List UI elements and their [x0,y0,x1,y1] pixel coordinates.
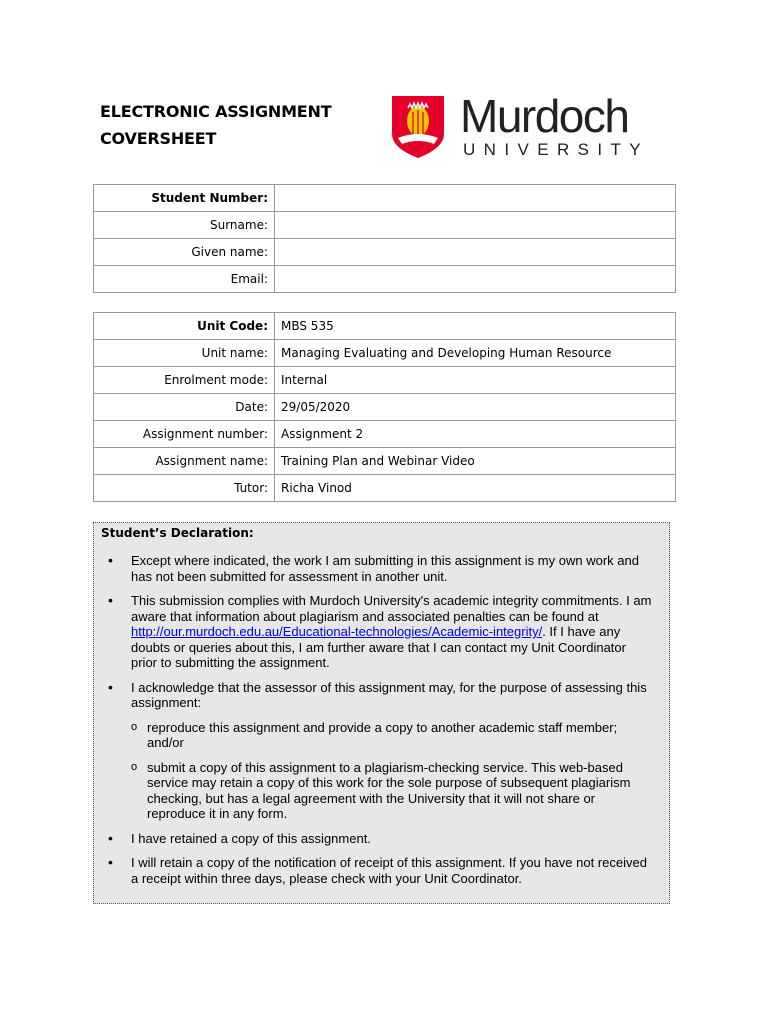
unit-name-label: Unit name: [94,340,275,367]
declaration-sublist [131,720,654,822]
assignment-number-field[interactable]: Assignment 2 [275,421,676,448]
unit-details-table [93,312,676,502]
declaration-text: . If I have any doubts or queries about this, I am further aware that I can contact my Unit Coordinator prior to submitting the assignment. [131,624,626,670]
unit-code-label: Unit Code: [94,313,275,340]
student-details-table [93,184,676,293]
assignment-number-label: Assignment number: [94,421,275,448]
declaration-item: • I have retained a copy of this assignment. [94,831,654,847]
declaration-item [94,593,654,671]
student-number-label: Student Number: [94,185,275,212]
enrolment-mode-label: Enrolment mode: [94,367,275,394]
table-row [94,212,676,239]
table-row [94,266,676,293]
surname-label: Surname: [94,212,275,239]
table-row [94,313,676,340]
logo-wordmark: Murdoch [460,90,629,142]
declaration-text: I acknowledge that the assessor of this assignment may, for the purpose of assessing this assignment: [131,679,647,710]
declaration-item [94,680,654,822]
declaration-title: Student’s Declaration: [101,526,254,540]
declaration-subitem: o reproduce this assignment and provide a copy to another academic staff member; and/or [131,720,654,751]
declaration-list [94,553,654,895]
table-row [94,239,676,266]
tutor-field[interactable]: Richa Vinod [275,475,676,502]
date-field[interactable]: 29/05/2020 [275,394,676,421]
table-row [94,394,676,421]
enrolment-mode-field[interactable]: Internal [275,367,676,394]
declaration-subitem: o submit a copy of this assignment to a plagiarism-checking service. This web-based service may retain a copy of this work for the sole purpose of subsequent plagiarism checking, but has a legal agreement with the University that it will not share or reproduce it in any form. [131,760,654,822]
date-label: Date: [94,394,275,421]
student-declaration [93,522,670,904]
table-row [94,448,676,475]
assignment-name-label: Assignment name: [94,448,275,475]
murdoch-shield-icon [388,94,448,160]
university-logo [388,92,673,162]
table-row [94,421,676,448]
table-row [94,475,676,502]
email-field[interactable] [275,266,676,293]
student-number-field[interactable] [275,185,676,212]
declaration-item: • Except where indicated, the work I am submitting in this assignment is my own work and has not been submitted for assessment in another unit. [94,553,654,584]
declaration-text: This submission complies with Murdoch University's academic integrity commitments. I am aware that information about plagiarism and associated penalties can be found at [131,593,652,624]
given-name-field[interactable] [275,239,676,266]
table-row [94,340,676,367]
given-name-label: Given name: [94,239,275,266]
surname-field[interactable] [275,212,676,239]
table-row [94,367,676,394]
unit-name-field[interactable]: Managing Evaluating and Developing Human Resource [275,340,676,367]
assignment-name-field[interactable]: Training Plan and Webinar Video [275,448,676,475]
unit-code-field[interactable]: MBS 535 [275,313,676,340]
title-line-1: ELECTRONIC ASSIGNMENT [100,102,332,121]
declaration-item: • I will retain a copy of the notification of receipt of this assignment. If you have not received a receipt within three days, please check with your Unit Coordinator. [94,855,654,886]
title-line-2: COVERSHEET [100,129,217,148]
logo-subtitle: UNIVERSITY [463,140,650,159]
academic-integrity-link[interactable]: http://our.murdoch.edu.au/Educational-technologies/Academic-integrity/ [131,624,543,639]
tutor-label: Tutor: [94,475,275,502]
email-label: Email: [94,266,275,293]
table-row [94,185,676,212]
document-title [100,98,331,152]
